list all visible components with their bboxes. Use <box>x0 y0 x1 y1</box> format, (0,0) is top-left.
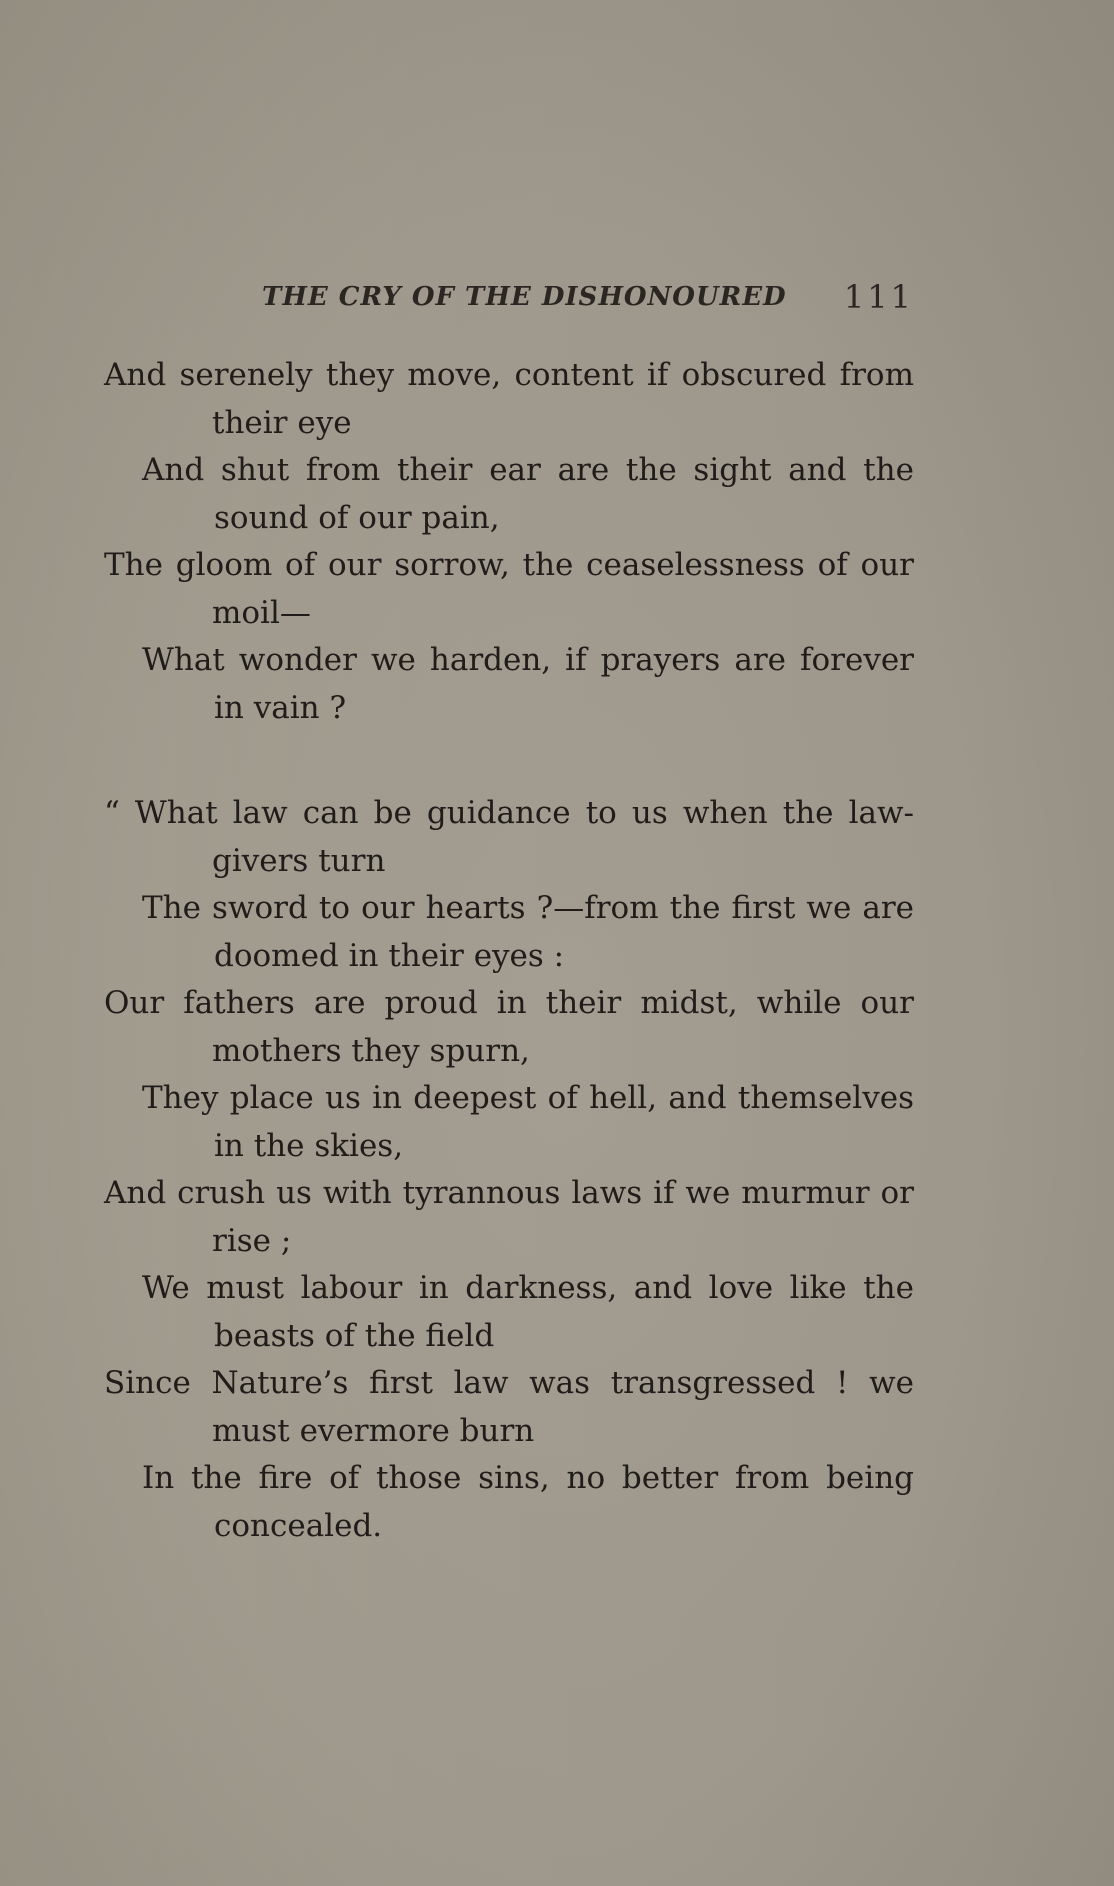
poem-line <box>104 980 914 1075</box>
poem-line-text: Our fathers are proud in their midst, while our mothers they spurn, <box>104 985 914 1069</box>
poem-line-text: “ What law can be guidance to us when the law-givers turn <box>104 795 914 879</box>
poem-line-text: And crush us with tyrannous laws if we murmur or rise ; <box>104 1175 914 1259</box>
poem-line-text: We must labour in darkness, and love like the beasts of the field <box>142 1270 914 1354</box>
poem-line <box>104 637 914 732</box>
stanza-1 <box>104 352 914 732</box>
page-number: 111 <box>843 278 914 316</box>
poem-line <box>104 1075 914 1170</box>
poem-line-text: In the fire of those sins, no better from being concealed. <box>142 1460 914 1544</box>
running-title: THE CRY OF THE DISHONOURED <box>262 282 787 312</box>
poem-line-text: What wonder we harden, if prayers are forever in vain ? <box>142 642 914 726</box>
poem-line <box>104 1265 914 1360</box>
poem-line-text: Since Nature’s first law was transgressed ! we must evermore burn <box>104 1365 914 1449</box>
poem-line-text: The sword to our hearts ?—from the first we are doomed in their eyes : <box>142 890 914 974</box>
poem-line <box>104 790 914 885</box>
poem-line <box>104 1360 914 1455</box>
poem-line-text: And shut from their ear are the sight and the sound of our pain, <box>142 452 914 536</box>
poem-line <box>104 885 914 980</box>
stanza-2 <box>104 790 914 1550</box>
running-header <box>262 278 914 318</box>
poem-line <box>104 542 914 637</box>
poem-line-text: And serenely they move, content if obscured from their eye <box>104 357 914 441</box>
poem-line <box>104 447 914 542</box>
poem-line <box>104 352 914 447</box>
poem-line-text: The gloom of our sorrow, the ceaselessness of our moil— <box>104 547 914 631</box>
poem-line <box>104 1170 914 1265</box>
poem-line-text: They place us in deepest of hell, and themselves in the skies, <box>142 1080 914 1164</box>
poem-body <box>104 352 914 1550</box>
poem-line <box>104 1455 914 1550</box>
